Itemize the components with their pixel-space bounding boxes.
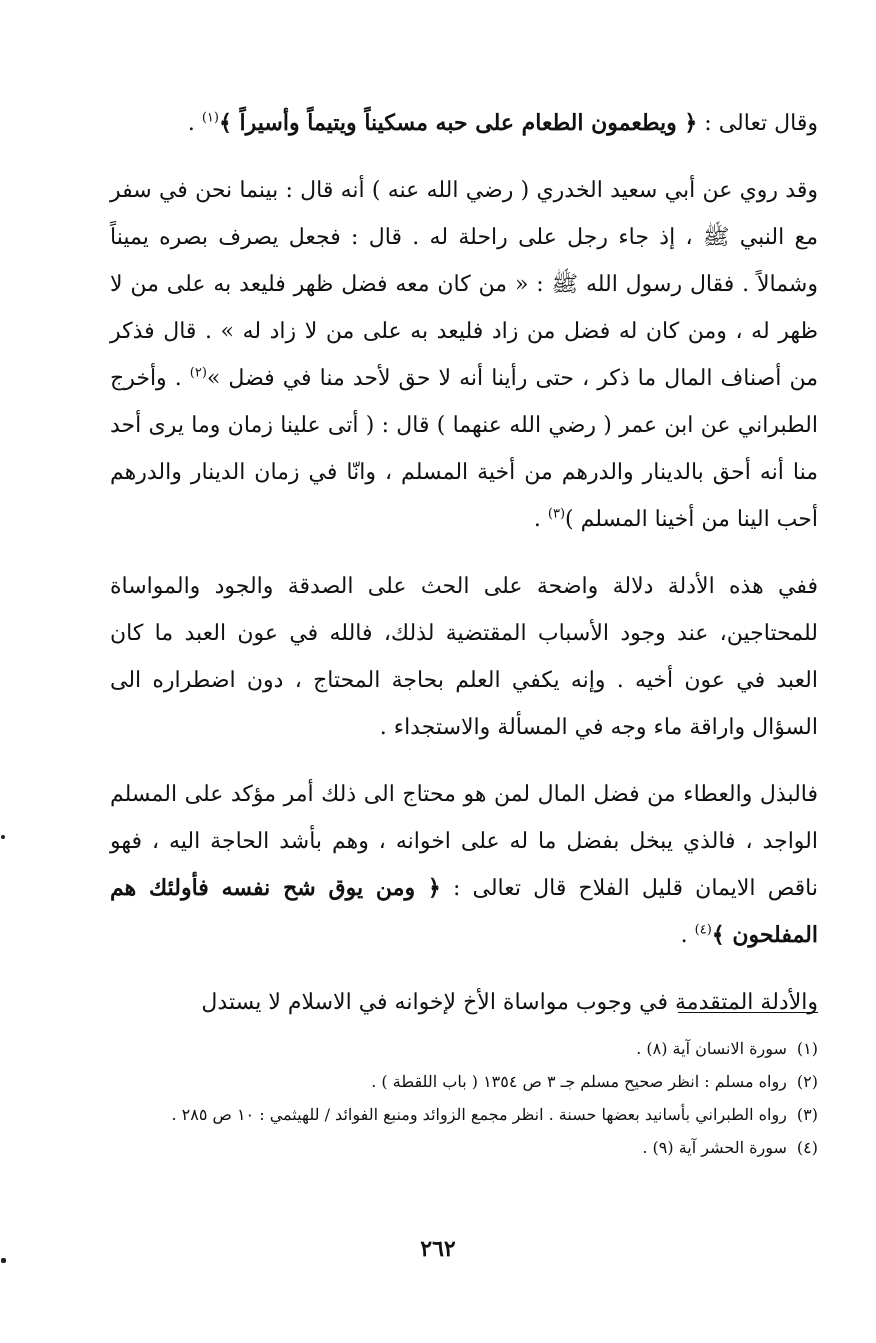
scan-speck [1, 835, 5, 839]
footnote-number: (٢) [796, 1072, 818, 1091]
footnote-text: سورة الانسان آية (٨) . [636, 1039, 787, 1058]
main-text [110, 100, 818, 1046]
footnote-ref-3: (٣) [547, 506, 566, 522]
paragraph-1-intro: وقال تعالى : [697, 111, 818, 136]
quran-verse-2: ﴿ ومن يوق شح نفسه فأولئك هم المفلحون ﴾ [110, 875, 818, 948]
page-number: ٢٦٢ [420, 1236, 456, 1262]
quran-verse-1: ﴿ ويطعمون الطعام على حبه مسكيناً ويتيماً وأسيراً ﴾ [218, 110, 698, 136]
footnote-4 [110, 1131, 818, 1164]
paragraph-2-hadith-1: وقد روي عن أبي سعيد الخدري ( رضي الله عنه ) أنه قال : بينما نحن في سفر مع النبي ﷺ ، إذ جاء رجل على راحلة له . قال : فجعل يصرف بصره يميناً وشمالاً . فقال رسول الله ﷺ : « من كان معه فضل ظهر فليعد به على من لا ظهر له ، ومن كان له فضل من زاد فليعد به على من لا زاد له » . قال فذكر من أصناف المال ما ذكر ، حتى رأينا أنه لا حق لأحد منا في فضل » [110, 178, 818, 391]
paragraph-2-end: . [533, 507, 548, 532]
paragraph-4-intro: فالبذل والعطاء من فضل المال لمن هو محتاج الى ذلك أمر مؤكد على المسلم الواجد ، فالذي يبخل بفضل ما له على اخوانه ، وهم بأشد الحاجة اليه ، فهو ناقص الايمان قليل الفلاح قال تعالى : [110, 782, 818, 901]
footnote-ref-2: (٢) [189, 365, 207, 381]
footnote-1 [110, 1032, 818, 1065]
paragraph-2 [110, 167, 818, 543]
footnote-ref-4: (٤) [694, 922, 712, 938]
paragraph-1 [110, 100, 818, 147]
footnote-text: رواه الطبراني بأسانيد بعضها حسنة . انظر مجمع الزوائد ومنبع الفوائد / للهيثمي : ١٠ ص ٢٨٥ . [171, 1105, 787, 1124]
footnote-number: (٣) [796, 1105, 818, 1124]
paragraph-3: ففي هذه الأدلة دلالة واضحة على الحث على الصدقة والجود والمواساة للمحتاجين، عند وجود الأسباب المقتضية لذلك، فالله في عون العبد ما كان العبد في عون أخيه . وإنه يكفي العلم بحاجة المحتاج ، دون اضطراره الى السؤال واراقة ماء وجه في المسألة والاستجداء . [110, 574, 818, 740]
paragraph-4-end: . [680, 923, 695, 948]
paragraph-4 [110, 771, 818, 959]
scan-speck [1, 1258, 6, 1263]
footnote-number: (١) [796, 1039, 818, 1058]
footnotes [110, 1032, 818, 1164]
footnote-text: سورة الحشر آية (٩) . [642, 1138, 787, 1157]
footnote-separator [678, 1012, 818, 1013]
footnote-number: (٤) [796, 1138, 818, 1157]
footnote-2 [110, 1065, 818, 1098]
footnote-ref-1: (١) [201, 110, 219, 126]
paragraph-1-end: . [187, 111, 202, 136]
footnote-3 [110, 1098, 818, 1131]
paragraph-2-hadith-2: . وأخرج الطبراني عن ابن عمر ( رضي الله عنهما ) قال : ( أتى علينا زمان وما يرى أحد منا أنه أحق بالدينار والدرهم من أخية المسلم ، وانّا في زمان الدينار والدرهم أحب الينا من أخينا المسلم ) [110, 366, 818, 532]
paragraph-5: والأدلة المتقدمة في وجوب مواساة الأخ لإخوانه في الاسلام لا يستدل [201, 990, 818, 1015]
footnote-text: رواه مسلم : انظر صحيح مسلم جـ ٣ ص ١٣٥٤ ( باب اللقطة ) . [371, 1072, 787, 1091]
